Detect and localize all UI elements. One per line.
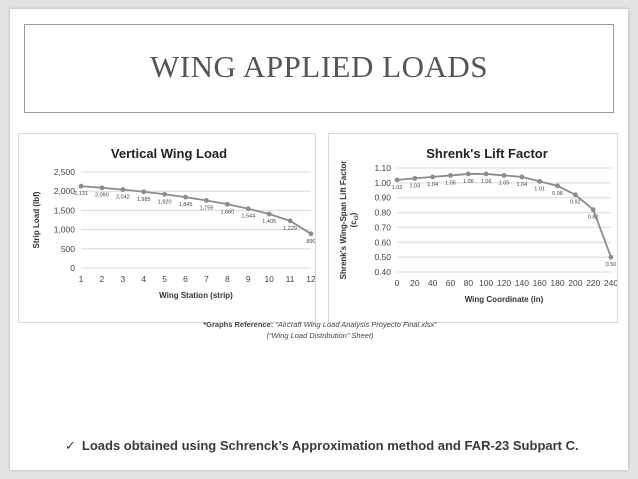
x-tick-label: 60 [445,278,456,288]
y-tick-label: 0.40 [374,267,391,277]
data-point [309,231,314,236]
data-point [412,176,417,181]
data-label: 1,660 [220,209,235,216]
data-point [466,172,471,177]
y-axis-label-2-sub: cl [354,215,360,221]
data-point [204,198,209,203]
reference-text: “Aircraft Wing Load Analysis Proyecto Final.xlsx” [273,320,437,329]
x-tick-label: 4 [141,274,147,284]
y-tick-label: 500 [60,243,75,254]
y-tick-label: 0.90 [374,192,391,203]
y-tick-label: 0.80 [374,207,391,218]
data-label: 2,090 [95,192,109,199]
x-tick-label: 180 [550,278,565,288]
title-frame-bottom [24,112,614,113]
data-point [100,185,105,190]
reference-label: *Graphs Reference: [203,320,274,329]
data-point [430,175,435,180]
bullet-text: Loads obtained using Schrenck’s Approximation method and FAR-23 Subpart C. [81,438,579,453]
x-tick-label: 12 [306,274,315,284]
data-label: 890 [306,238,315,245]
y-tick-label: 0.60 [374,237,391,248]
vertical-wing-load-chart [18,133,316,323]
check-icon: ✓ [65,438,76,453]
data-point [502,173,507,178]
data-label: 1,405 [262,219,277,226]
data-point [162,192,167,197]
y-tick-label: 2,000 [53,186,75,197]
data-point [120,187,125,192]
x-tick-label: 0 [394,278,400,288]
data-label: 1.04 [427,181,439,188]
data-label: 1.06 [480,178,492,185]
data-label: 1,544 [241,213,256,220]
data-point [484,172,489,177]
data-point [288,218,293,223]
data-label: 1,759 [199,205,214,212]
data-point [225,202,230,207]
data-label: 1.05 [445,180,456,187]
shrenk-lift-factor-chart [328,133,618,323]
data-label: 1.04 [516,181,528,188]
slide [10,9,628,470]
chart-title: Vertical Wing Load [110,146,228,161]
chart-title: Shrenk's Lift Factor [426,146,548,161]
y-tick-label: 1,500 [53,205,75,216]
data-label: 0.82 [587,214,599,221]
x-tick-label: 8 [224,274,230,284]
data-point [183,195,188,200]
x-tick-label: 20 [410,278,420,288]
data-point [573,192,578,197]
reference-line2: (“Wing Load Distribution” Sheet) [266,331,374,340]
data-point [267,212,272,217]
y-axis-label-2-close: ) [349,212,358,216]
data-label: 0.98 [552,190,563,197]
y-tick-label: 0.50 [374,252,391,263]
x-tick-label: 7 [204,274,209,284]
title-frame-top [24,24,614,25]
data-point [79,184,84,189]
data-point [448,173,453,178]
x-axis-label: Wing Station (strip) [159,291,233,300]
data-label: 1.05 [498,180,510,187]
data-label: 1,845 [178,202,193,209]
slide-title: WING APPLIED LOADS [150,49,488,84]
vertical-wing-load-svg [19,134,315,322]
data-label: 2,042 [115,194,130,201]
y-axis-label: Strip Load (lbf) [32,191,41,249]
x-tick-label: 5 [162,274,168,284]
bullet-item [65,438,579,454]
data-point [519,175,524,180]
x-tick-label: 9 [245,274,251,284]
shrenk-lift-factor-svg [329,134,617,322]
data-point [141,189,146,194]
x-tick-label: 2 [99,274,105,284]
y-axis-label: Shrenk's Wing-Span Lift Factor [339,160,348,280]
data-label: 1.01 [534,186,546,193]
x-tick-label: 80 [463,278,474,288]
x-tick-label: 1 [78,274,84,284]
x-axis-label: Wing Coordinate (in) [464,295,544,304]
x-tick-label: 40 [427,278,438,288]
data-point [609,255,614,260]
data-label: 1,229 [283,225,297,232]
data-label: 1,985 [136,196,151,203]
x-tick-label: 140 [514,278,529,288]
graphs-reference [100,319,540,341]
data-label: 1.02 [391,184,403,191]
x-tick-label: 220 [586,278,601,288]
data-label: 1.06 [462,178,474,185]
data-point [395,177,400,182]
y-tick-label: 2,500 [53,167,75,177]
x-tick-label: 6 [183,274,188,284]
data-point [591,207,596,212]
x-tick-label: 120 [496,278,512,288]
x-tick-label: 10 [264,274,274,284]
data-point [555,183,560,188]
data-label: 0.50 [605,262,617,269]
y-tick-label: 1.10 [374,163,391,173]
x-tick-label: 160 [532,278,547,288]
y-tick-label: 1.00 [374,177,391,188]
y-tick-label: 0 [70,263,75,273]
data-label: 0.92 [569,199,581,206]
x-tick-label: 200 [568,278,583,288]
x-tick-label: 11 [285,274,295,284]
y-axis-label-2-open: (c [349,220,358,228]
y-tick-label: 1,000 [53,224,75,235]
data-label: 1,920 [157,199,172,206]
data-label: 1.03 [409,183,421,190]
x-tick-label: 240 [603,278,617,288]
data-point [537,179,542,184]
y-axis-label-2 [349,212,360,227]
data-point [246,206,251,211]
x-tick-label: 100 [479,278,494,288]
x-tick-label: 3 [120,274,126,284]
y-tick-label: 0.70 [374,222,391,233]
data-label: 2,131 [74,191,88,198]
